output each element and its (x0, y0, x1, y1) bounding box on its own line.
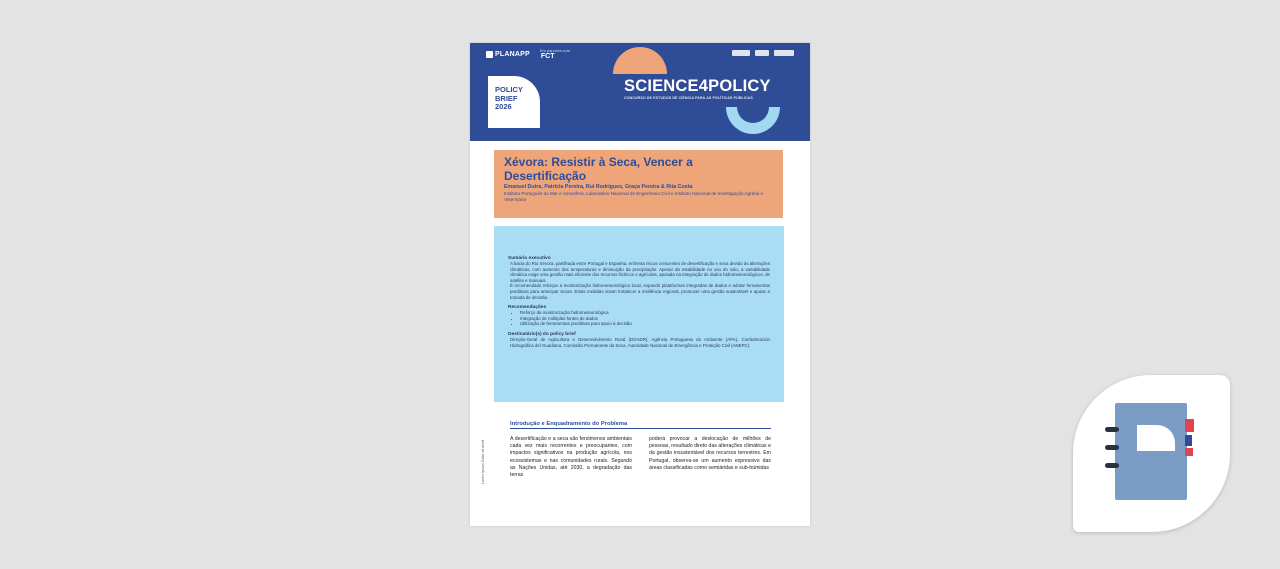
partner-logos (486, 48, 570, 60)
authors: Emanuel Dutra, Patrícia Pereira, Rui Rodrigues, Graça Pereira & Rita Costa (504, 184, 693, 190)
program-subtitle: CONCURSO DE ESTUDOS DE CIÊNCIA PARA AS POLÍTICAS PÚBLICAS (624, 96, 753, 100)
brief-header (470, 43, 810, 141)
audience-heading: Destinatário(s) do policy brief (508, 331, 576, 337)
program-title: SCIENCE4POLICY (624, 77, 771, 95)
policy-brief-badge-text: POLICY BRIEF 2026 (495, 85, 523, 111)
intro-columns (510, 436, 771, 479)
exec-summary-paragraph-2: É recomendado reforçar a monitorização hidrometeorológica local, expandir plataformas integradas de dados e adotar ferramentas preditivas para antecipar secas. Estas medidas visam fortalecer a resiliência regional, promover uma gestão sustentável e apoiar a tomada de decisão. (510, 283, 770, 300)
planapp-logo: PLANAPP (486, 51, 530, 58)
intro-heading: Introdução e Enquadramento do Problema (510, 421, 771, 429)
exec-summary-heading: Sumário executivo (508, 256, 551, 261)
vertical-side-note: Lorem Ipsum Dolor sit amet (481, 439, 485, 484)
intro-column-right: poderá provocar a deslocação de milhões de pessoas, resultado direto das alterações climáticas e da gestão insustentável dos recursos terrestres. Em Portugal, observa-se um aumento expressivo das áreas classificadas como semiáridas e sub-húmidas (649, 436, 771, 471)
executive-summary-box (494, 226, 784, 402)
intro-column-left: A desertificação e a seca são fenómenos ambientais cada vez mais recorrentes e preocupantes, com impactos significativos na produção agrícola, nos ecossistemas e nas comunidades rurais. Segundo as Nações Unidas, até 2030, a degradação das terras (510, 436, 632, 479)
list-item: • Integração de múltiplas fontes de dados (520, 316, 770, 322)
exec-summary-paragraph-1: A bacia do Rio Xévora, partilhada entre Portugal e Espanha, enfrenta riscos crescentes de desertificação e seca devido às alterações climáticas, com aumento das temperaturas e diminuição da precipitação. Apesar da estabilidade no uso do solo, a variabilidade climática exige uma gestão mais eficiente dos recursos hídricos e agrícolas, apoiada na integração de dados hidrometeorológicos, de satélite e manuais. (510, 261, 770, 283)
funding-logos (732, 50, 794, 56)
title-block (494, 150, 783, 218)
policy-brief-page (470, 43, 810, 526)
fct-logo: FCT (540, 53, 555, 60)
notebook-icon (1105, 403, 1199, 503)
document-title: Xévora: Resistir à Seca, Vencer a Desertificação (504, 155, 693, 183)
republica-logo-icon (755, 50, 769, 56)
audience-text: Direção-Geral de Agricultura e Desenvolvimento Rural (DGADR), Agência Portuguesa do Ambiente (APA), Confederación Hidrográfica del Guadiana, Comissão Permanente da Seca, Autoridade Nacional de Emergência e Proteção Civil (ANEPC). (510, 336, 770, 348)
planapp-mark-icon (486, 51, 493, 58)
orange-half-circle-icon (613, 47, 667, 74)
list-item: • Reforço da monitorização hidrometeorológica (520, 310, 770, 316)
prr-logo-icon (732, 50, 750, 56)
list-item: • Utilização de ferramentas preditivas para apoio à decisão (520, 321, 770, 327)
partner-label: Em parceria com (539, 48, 571, 53)
eu-funding-logo-icon (774, 50, 794, 56)
recommendations-list (508, 310, 770, 327)
institution: Instituto Português do Mar e Atmosfera, Laboratório Nacional de Engenharia Civil e Instituto Nacional de Investigação Agrária e Veterinária (504, 191, 764, 202)
recommendations-heading: Recomendações (508, 305, 547, 311)
